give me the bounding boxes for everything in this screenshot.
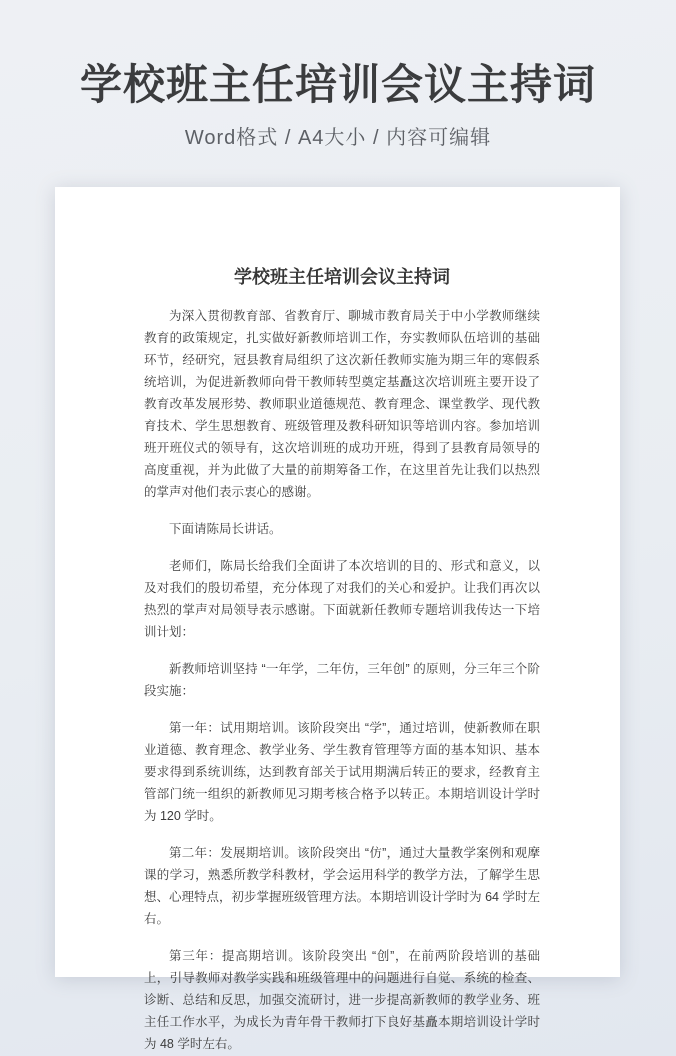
template-subtitle: Word格式 / A4大小 / 内容可编辑 (184, 127, 492, 150)
template-title: 学校班主任培训会议主持词 (79, 61, 596, 108)
document-paragraph: 第一年：试用期培训。该阶段突出 “学”，通过培训，使新教师在职业道德、教育理念、教学业务、学生教育管理等方面的基本知识、基本要求得到系统训练，达到教育部关于试用期满后转正的要求，经教育主管部门统一组织的新教师见习期考核合格予以转正。本期培训设计学时为 120 学时。 (144, 721, 540, 823)
document-paragraph: 为深入贯彻教育部、省教育厅、聊城市教育局关于中小学教师继续教育的政策规定，扎实做好新教师培训工作，夯实教师队伍培训的基础环节，经研究，冠县教育局组织了这次新任教师实施为期三年的寒假系统培训，为促进新教师向骨干教师转型奠定基矗这次培训班主要开设了教育改革发展形势、教师职业道德规范、教育理念、课堂教学、现代教育技术、学生思想教育、班级管理及教科研知识等培训内容。参加培训班开班仪式的领导有，这次培训班的成功开班，得到了县教育局领导的高度重视，并为此做了大量的前期筹备工作，在这里首先让我们以热烈的掌声对他们表示衷心的感谢。 (144, 309, 540, 499)
document-paragraph: 新教师培训坚持 “一年学，二年仿，三年创” 的原则，分三年三个阶段实施： (144, 662, 540, 698)
document-paragraph: 第二年：发展期培训。该阶段突出 “仿”，通过大量教学案例和观摩课的学习，熟悉所教学科教材，学会运用科学的教学方法，了解学生思想、心理特点，初步掌握班级管理方法。本期培训设计学时为 64 学时左右。 (144, 846, 540, 926)
document-paragraph: 第三年：提高期培训。该阶段突出 “创”，在前两阶段培训的基础上，引导教师对教学实践和班级管理中的问题进行自觉、系统的检查、诊断、总结和反思，加强交流研讨，进一步提高新教师的教学业务、班主任工作水平，为成长为青年骨干教师打下良好基矗本期培训设计学时为 48 学时左右。 (144, 949, 540, 1051)
document-title: 学校班主任培训会议主持词 (234, 267, 450, 287)
document-paragraph: 下面请陈局长讲话。 (169, 522, 282, 536)
document-paragraph: 老师们，陈局长给我们全面讲了本次培训的目的、形式和意义，以及对我们的殷切希望，充分体现了对我们的关心和爱护。让我们再次以热烈的掌声对局领导表示感谢。下面就新任教师专题培训我传达一下培训计划： (144, 559, 540, 639)
document-body (144, 305, 540, 1055)
document-page (55, 187, 620, 1051)
template-header (0, 0, 676, 150)
